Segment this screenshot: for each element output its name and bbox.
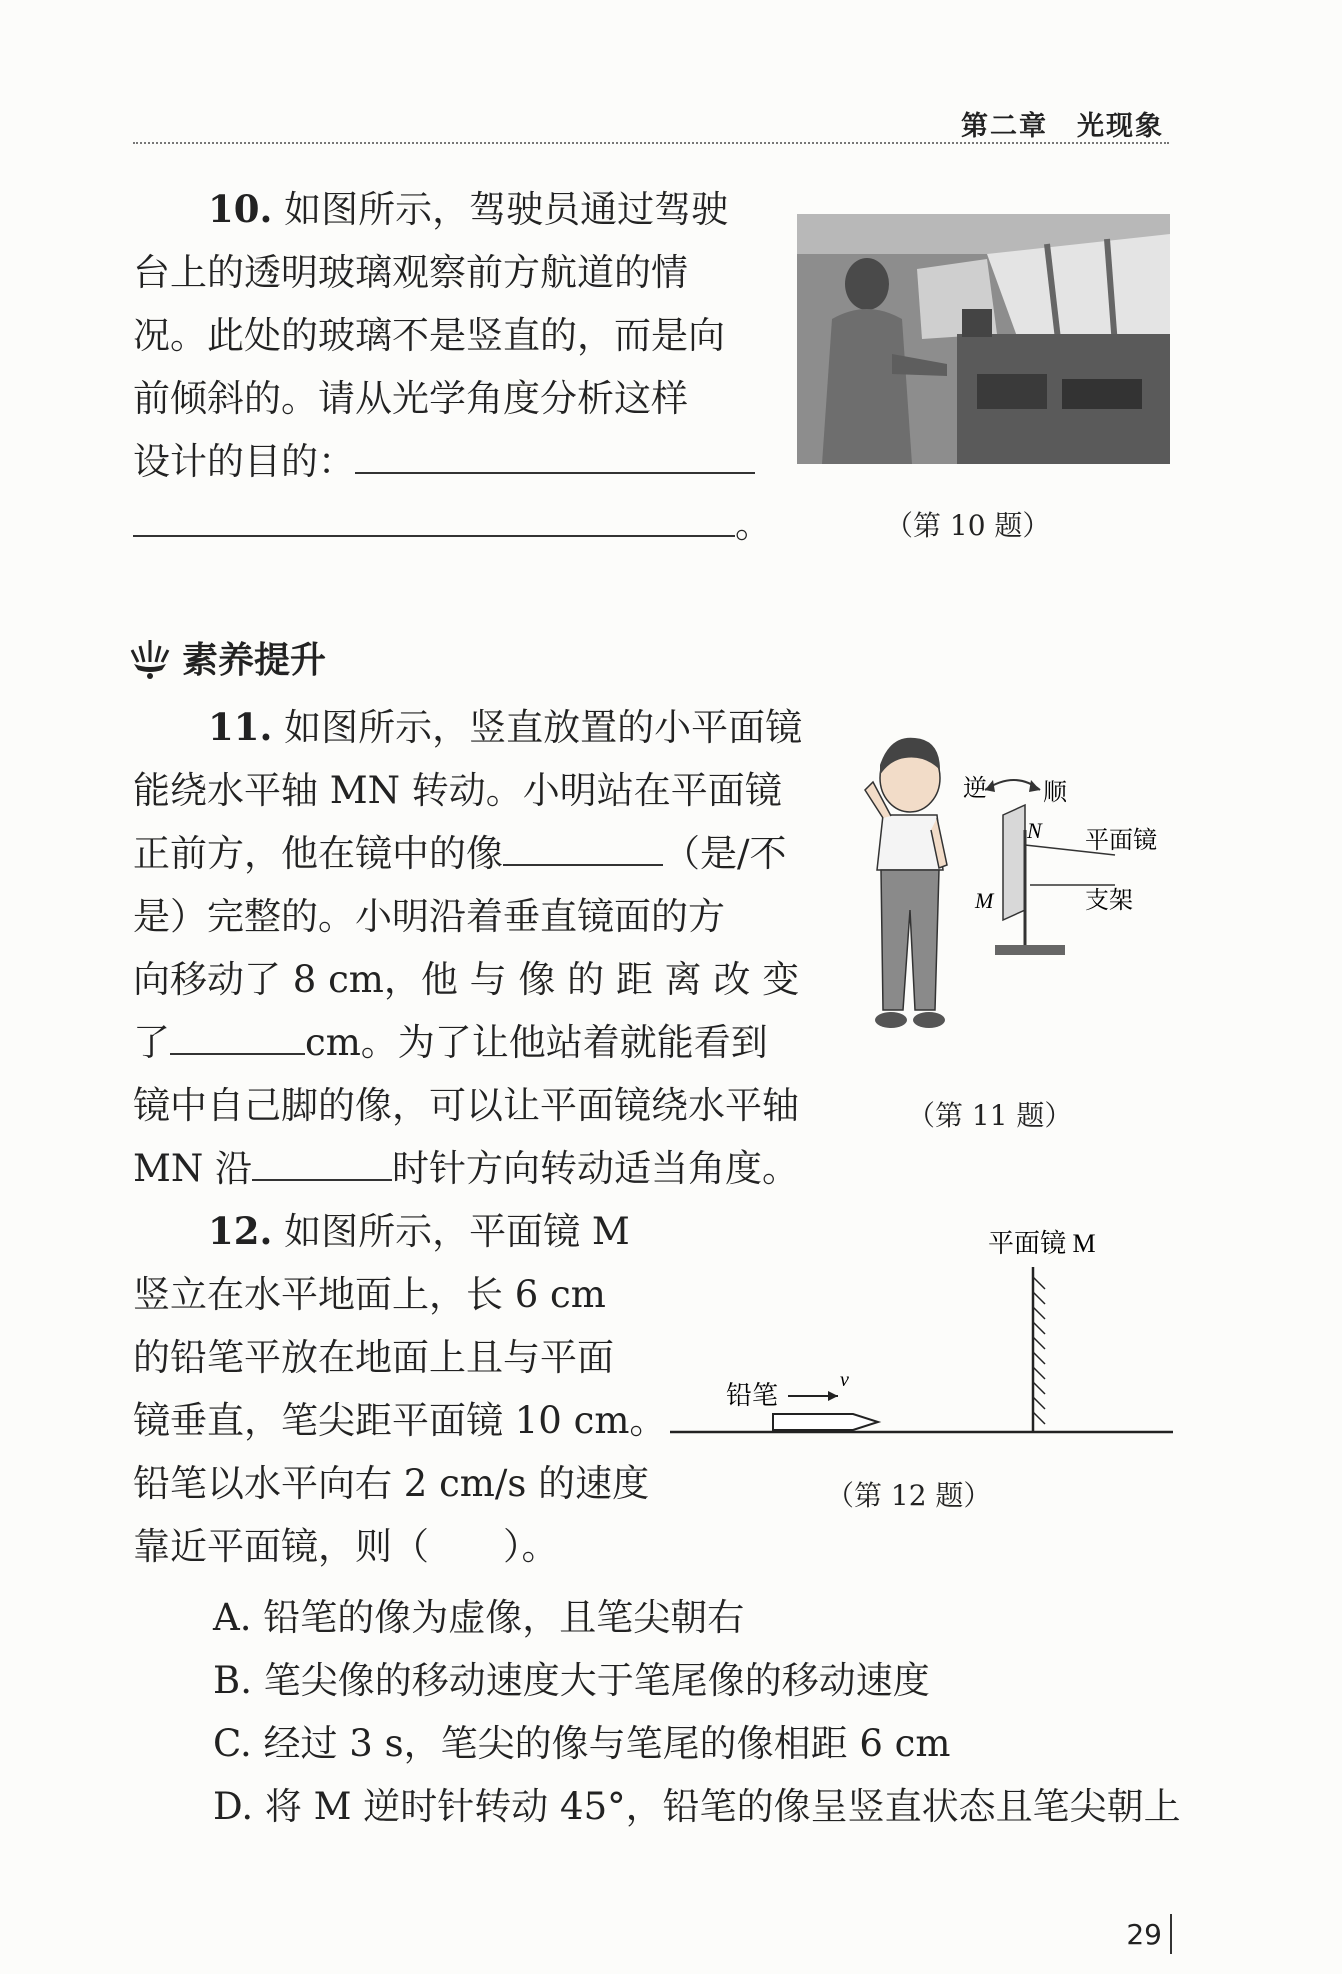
q10-line-4: 前倾斜的。请从光学角度分析这样 <box>133 377 688 420</box>
fig12-label-v: v <box>840 1369 849 1391</box>
fig11-label-ni: 逆 <box>963 776 987 802</box>
q11-line-5: 向移动了 8 cm，他 与 像 的 距 离 改 变 <box>133 958 800 1001</box>
q12-number: 12. <box>208 1209 273 1253</box>
q11-answer-blank-3[interactable] <box>252 1145 392 1181</box>
q11-text-8a: MN 沿 <box>133 1147 253 1190</box>
fig12-label-pencil: 铅笔 <box>726 1381 779 1410</box>
q10-line-6 <box>133 493 772 556</box>
option-b-key: B. <box>213 1659 252 1702</box>
chapter-header: 第二章 光现象 <box>961 111 1164 142</box>
option-c-text: 经过 3 s，笔尖的像与笔尾的像相距 6 cm <box>263 1722 951 1765</box>
q12-option-b[interactable] <box>213 1650 930 1704</box>
q12-figure <box>668 1222 1173 1442</box>
option-b-text: 笔尖像的移动速度大于笔尾像的移动速度 <box>263 1659 930 1702</box>
q11-line-8 <box>133 1137 799 1200</box>
q10-number: 10. <box>208 187 273 231</box>
pencil-shape <box>773 1414 878 1430</box>
option-d-text: 将 M 逆时针转动 45°，铅笔的像呈竖直状态且笔尖朝上 <box>264 1785 1181 1828</box>
q10-period: 。 <box>735 503 772 546</box>
option-c-key: C. <box>213 1722 252 1765</box>
q10-answer-blank-1[interactable] <box>355 438 755 474</box>
q11-answer-blank-1[interactable] <box>503 830 663 866</box>
q12-option-c[interactable] <box>213 1713 950 1767</box>
page-number: 29 <box>1126 1918 1162 1951</box>
q11-caption: （第 11 题） <box>907 1099 1073 1132</box>
fig11-label-m: M <box>975 888 994 913</box>
ship-bridge-photo <box>797 214 1170 464</box>
q12-option-a[interactable] <box>213 1587 744 1641</box>
q10-line-3: 况。此处的玻璃不是竖直的，而是向 <box>133 314 725 357</box>
section-heading <box>128 632 326 683</box>
q12-caption: （第 12 题） <box>826 1479 992 1512</box>
fig11-label-n: N <box>1027 818 1042 843</box>
q10-answer-blank-2[interactable] <box>133 501 735 537</box>
q12-text-1: 如图所示，平面镜 M <box>284 1210 630 1253</box>
q12-option-d[interactable] <box>213 1776 1181 1830</box>
option-a-key: A. <box>213 1596 252 1639</box>
fig11-label-mirror: 平面镜 <box>1085 828 1157 854</box>
boy-illustration <box>865 738 947 1028</box>
q11-line-7: 镜中自己脚的像，可以让平面镜绕水平轴 <box>133 1084 799 1127</box>
q12-line-6: 靠近平面镜，则（ ）。 <box>133 1525 559 1568</box>
q12-line-1 <box>208 1200 630 1263</box>
page-number-bar <box>1170 1914 1172 1954</box>
q11-text-6b: cm。为了让他站着就能看到 <box>305 1021 768 1064</box>
q11-text-8b: 时针方向转动适当角度。 <box>392 1147 800 1190</box>
mirror-hatching <box>1033 1277 1045 1424</box>
section-title: 素养提升 <box>182 640 327 681</box>
q10-line-1 <box>208 178 728 241</box>
q11-text-6a: 了 <box>133 1021 170 1064</box>
q11-answer-blank-2[interactable] <box>170 1019 305 1055</box>
q12-line-5: 铅笔以水平向右 2 cm/s 的速度 <box>133 1462 650 1505</box>
q10-text-5: 设计的目的： <box>133 440 355 483</box>
q11-figure <box>855 720 1175 1050</box>
q11-line-3 <box>133 822 786 885</box>
q11-line-1 <box>208 696 802 759</box>
option-d-key: D. <box>213 1785 254 1828</box>
q12-line-3: 的铅笔平放在地面上且与平面 <box>133 1336 614 1379</box>
q10-text-1: 如图所示，驾驶员通过驾驶 <box>284 188 729 231</box>
fig12-label-mirror: 平面镜 M <box>988 1229 1096 1258</box>
q11-text-3a: 正前方，他在镜中的像 <box>133 832 503 875</box>
q11-text-3b: （是/不 <box>663 832 787 875</box>
q10-line-5 <box>133 430 755 493</box>
q10-line-2: 台上的透明玻璃观察前方航道的情 <box>133 251 688 294</box>
fig11-label-shun: 顺 <box>1043 780 1067 806</box>
q10-caption: （第 10 题） <box>885 509 1051 542</box>
q11-number: 11. <box>208 705 273 749</box>
q12-line-2: 竖立在水平地面上，长 6 cm <box>133 1273 606 1316</box>
q12-line-4: 镜垂直，笔尖距平面镜 10 cm。 <box>133 1399 667 1442</box>
q11-line-6 <box>133 1011 768 1074</box>
fig11-label-stand: 支架 <box>1085 888 1133 914</box>
header-divider <box>133 142 1169 144</box>
q11-line-4: 是）完整的。小明沿着垂直镜面的方 <box>133 895 725 938</box>
q11-line-2: 能绕水平轴 MN 转动。小明站在平面镜 <box>133 769 782 812</box>
crown-icon <box>128 636 172 680</box>
q11-text-1: 如图所示，竖直放置的小平面镜 <box>284 706 803 749</box>
option-a-text: 铅笔的像为虚像，且笔尖朝右 <box>263 1596 745 1639</box>
